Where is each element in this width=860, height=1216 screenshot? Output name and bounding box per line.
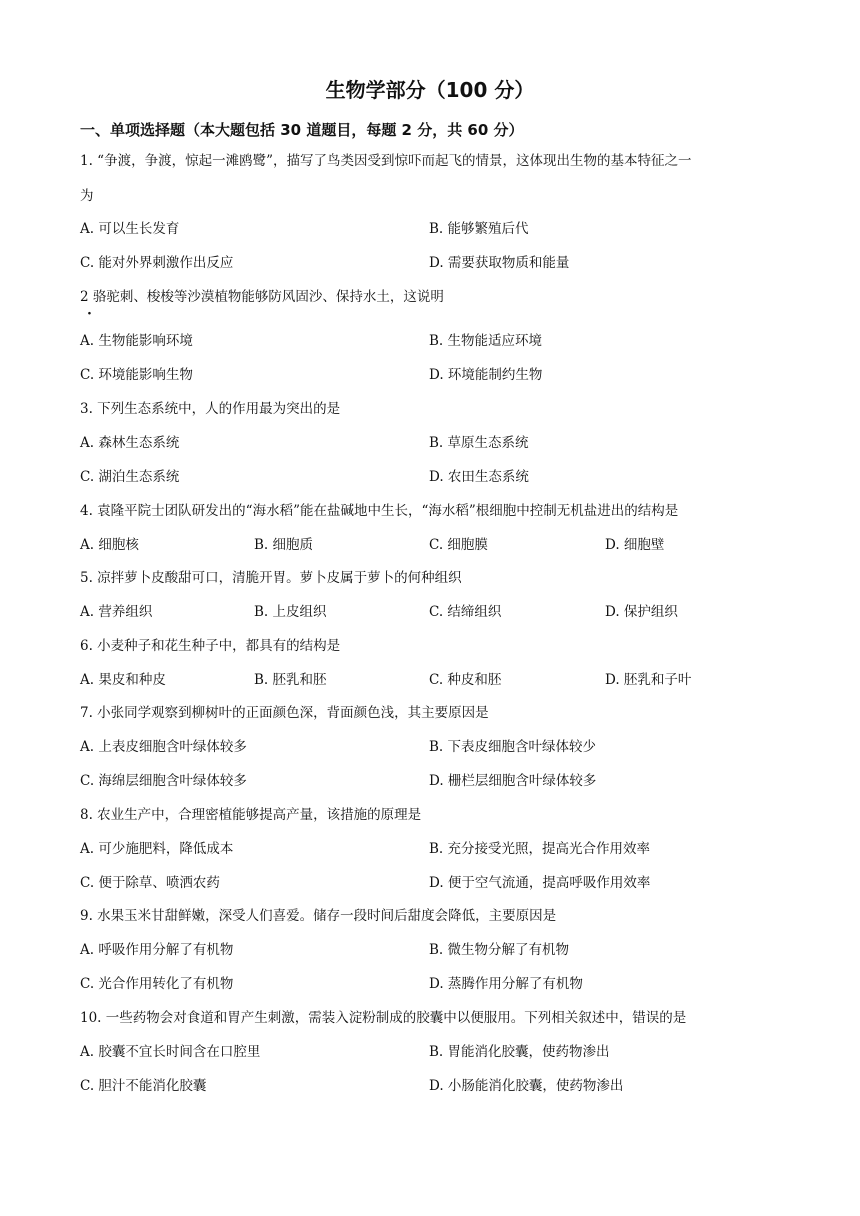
question-4-option-c: C. 细胞膜 <box>429 537 488 553</box>
question-7-option-a: A. 上表皮细胞含叶绿体较多 <box>80 739 247 755</box>
question-9-option-c: C. 光合作用转化了有机物 <box>80 976 234 992</box>
question-1-option-d: D. 需要获取物质和能量 <box>429 255 570 271</box>
question-9-option-b: B. 微生物分解了有机物 <box>429 942 570 958</box>
section-heading: 一、单项选择题（本大题包括 30 道题目，每题 2 分，共 60 分） <box>80 121 524 139</box>
question-8-stem: 8. 农业生产中，合理密植能够提高产量，该措施的原理是 <box>80 807 422 823</box>
question-5-option-c: C. 结缔组织 <box>429 604 502 620</box>
stray-dot-mark: · <box>87 306 92 322</box>
question-6-option-d: D. 胚乳和子叶 <box>605 672 692 688</box>
question-7-stem: 7. 小张同学观察到柳树叶的正面颜色深，背面颜色浅，其主要原因是 <box>80 705 489 721</box>
question-8-option-a: A. 可少施肥料，降低成本 <box>80 841 234 857</box>
question-6-stem: 6. 小麦种子和花生种子中，都具有的结构是 <box>80 638 341 654</box>
question-5-stem: 5. 凉拌萝卜皮酸甜可口，清脆开胃。萝卜皮属于萝卜的何种组织 <box>80 570 462 586</box>
question-6-option-a: A. 果皮和种皮 <box>80 672 166 688</box>
question-10-stem: 10. 一些药物会对食道和胃产生刺激，需装入淀粉制成的胶囊中以便服用。下列相关叙述中，错误的是 <box>80 1010 687 1026</box>
question-4-option-a: A. 细胞核 <box>80 537 139 553</box>
question-8-option-b: B. 充分接受光照，提高光合作用效率 <box>429 841 651 857</box>
question-1-option-b: B. 能够繁殖后代 <box>429 221 529 237</box>
question-9-option-a: A. 呼吸作用分解了有机物 <box>80 942 234 958</box>
question-3-option-a: A. 森林生态系统 <box>80 435 180 451</box>
question-1-stem-line-1: 1. “争渡，争渡，惊起一滩鸥鹭”，描写了鸟类因受到惊吓而起飞的情景，这体现出生物的基本特征之一 <box>80 153 692 169</box>
question-7-option-b: B. 下表皮细胞含叶绿体较少 <box>429 739 597 755</box>
question-3-option-b: B. 草原生态系统 <box>429 435 529 451</box>
question-4-stem: 4. 袁隆平院士团队研发出的“海水稻”能在盐碱地中生长，“海水稻”根细胞中控制无机盐进出的结构是 <box>80 503 679 519</box>
question-10-option-d: D. 小肠能消化胶囊，使药物渗出 <box>429 1078 624 1094</box>
question-10-option-a: A. 胶囊不宜长时间含在口腔里 <box>80 1044 261 1060</box>
question-9-stem: 9. 水果玉米甘甜鲜嫩，深受人们喜爱。储存一段时间后甜度会降低，主要原因是 <box>80 908 557 924</box>
question-4-option-d: D. 细胞壁 <box>605 537 665 553</box>
question-8-option-c: C. 便于除草、喷洒农药 <box>80 875 220 891</box>
question-2-option-a: A. 生物能影响环境 <box>80 333 193 349</box>
question-8-option-d: D. 便于空气流通，提高呼吸作用效率 <box>429 875 651 891</box>
question-7-option-c: C. 海绵层细胞含叶绿体较多 <box>80 773 247 789</box>
question-3-stem: 3. 下列生态系统中，人的作用最为突出的是 <box>80 401 341 417</box>
question-1-option-a: A. 可以生长发育 <box>80 221 180 237</box>
question-7-option-d: D. 栅栏层细胞含叶绿体较多 <box>429 773 597 789</box>
question-5-option-b: B. 上皮组织 <box>254 604 327 620</box>
page-title: 生物学部分（100 分） <box>325 78 535 102</box>
question-10-option-c: C. 胆汁不能消化胶囊 <box>80 1078 207 1094</box>
question-2-option-b: B. 生物能适应环境 <box>429 333 543 349</box>
question-5-option-d: D. 保护组织 <box>605 604 678 620</box>
question-10-option-b: B. 胃能消化胶囊，使药物渗出 <box>429 1044 610 1060</box>
question-3-option-d: D. 农田生态系统 <box>429 469 529 485</box>
question-2-option-d: D. 环境能制约生物 <box>429 367 543 383</box>
question-5-option-a: A. 营养组织 <box>80 604 153 620</box>
question-2-stem: 2 骆驼刺、梭梭等沙漠植物能够防风固沙、保持水土，这说明 <box>80 289 444 305</box>
question-9-option-d: D. 蒸腾作用分解了有机物 <box>429 976 583 992</box>
question-6-option-c: C. 种皮和胚 <box>429 672 502 688</box>
question-4-option-b: B. 细胞质 <box>254 537 314 553</box>
question-6-option-b: B. 胚乳和胚 <box>254 672 327 688</box>
question-1-option-c: C. 能对外界刺激作出反应 <box>80 255 234 271</box>
question-1-stem-line-2: 为 <box>80 188 94 204</box>
question-3-option-c: C. 湖泊生态系统 <box>80 469 180 485</box>
question-2-option-c: C. 环境能影响生物 <box>80 367 193 383</box>
